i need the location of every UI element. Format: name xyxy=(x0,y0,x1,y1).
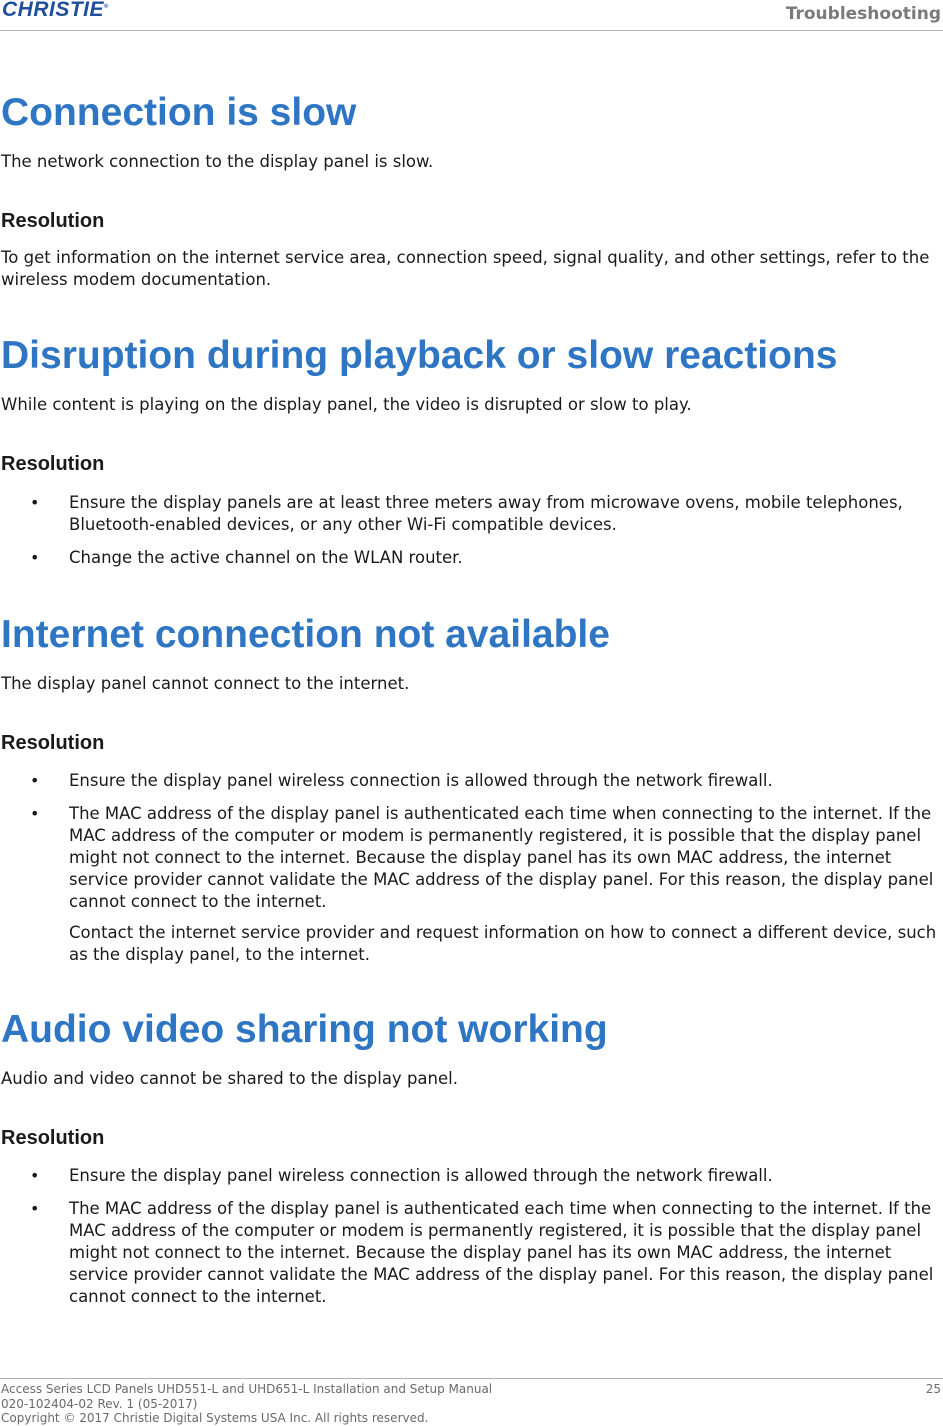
bullet-icon: • xyxy=(30,1199,40,1218)
list-item: • Ensure the display panels are at least three meters away from microwave ovens, mobile telephones, Bluetooth-enabled devices, or any other Wi-Fi compatible devices. xyxy=(30,493,903,534)
heading-internet-unavailable: Internet connection not available xyxy=(1,613,610,656)
resolution-list-disruption xyxy=(0,492,940,580)
resolution-heading: Resolution xyxy=(1,210,105,232)
bullet-icon: • xyxy=(30,493,40,512)
heading-audio-video-sharing: Audio video sharing not working xyxy=(1,1008,608,1051)
bullet-icon: • xyxy=(30,771,40,790)
christie-logo: CHRISTIE® xyxy=(2,0,109,21)
bullet-followup-text: Contact the internet service provider and request information on how to connect a different device, such as the display panel, to the internet. xyxy=(69,923,937,964)
resolution-heading: Resolution xyxy=(1,1127,105,1149)
resolution-heading: Resolution xyxy=(1,732,105,754)
list-item: • The MAC address of the display panel is authenticated each time when connecting to the internet. If the MAC address of the computer or modem is permanently registered, it is possible that the display panel might not connect to the internet. Because the display panel has its own MAC address, the internet service provider cannot validate the MAC address of the display panel. For this reason, the display panel cannot connect to the internet. xyxy=(30,1199,934,1306)
resolution-list-audio-video xyxy=(0,1165,940,1319)
section-label: Troubleshooting xyxy=(785,4,941,24)
resolution-text-connection-slow: To get information on the internet service area, connection speed, signal quality, and other settings, refer to the wireless modem documentation. xyxy=(1,248,930,289)
heading-connection-slow: Connection is slow xyxy=(1,91,357,134)
list-item: • Change the active channel on the WLAN router. xyxy=(30,548,463,567)
footer-divider xyxy=(0,1378,943,1379)
footer-revision: 020-102404-02 Rev. 1 (05-2017) xyxy=(1,1396,198,1411)
list-item: • Ensure the display panel wireless connection is allowed through the network firewall. xyxy=(30,771,773,790)
description-connection-slow: The network connection to the display panel is slow. xyxy=(1,152,434,171)
footer-copyright: Copyright © 2017 Christie Digital Systems USA Inc. All rights reserved. xyxy=(1,1411,429,1425)
resolution-heading: Resolution xyxy=(1,453,105,475)
footer-manual-title: Access Series LCD Panels UHD551-L and UHD651-L Installation and Setup Manual xyxy=(1,1382,493,1396)
bullet-icon: • xyxy=(30,804,40,823)
page-number: 25 xyxy=(925,1382,941,1396)
description-audio-video-sharing: Audio and video cannot be shared to the display panel. xyxy=(1,1069,458,1088)
heading-disruption-playback: Disruption during playback or slow reactions xyxy=(1,334,838,377)
description-disruption-playback: While content is playing on the display panel, the video is disrupted or slow to play. xyxy=(1,395,692,414)
header-divider xyxy=(0,30,943,31)
list-item: • The MAC address of the display panel is authenticated each time when connecting to the internet. If the MAC address of the computer or modem is permanently registered, it is possible that the display panel might not connect to the internet. Because the display panel has its own MAC address, the internet service provider cannot validate the MAC address of the display panel. For this reason, the display panel cannot connect to the internet. Contact the internet service provider and request information on how to connect a different device, such as the display panel, to the internet. xyxy=(0,803,940,966)
resolution-list-internet xyxy=(0,770,940,977)
page-footer xyxy=(1,1382,492,1426)
bullet-icon: • xyxy=(30,548,40,567)
list-item: • Ensure the display panel wireless connection is allowed through the network firewall. xyxy=(30,1166,773,1185)
page-header xyxy=(0,0,943,32)
description-internet-unavailable: The display panel cannot connect to the internet. xyxy=(1,674,410,693)
bullet-icon: • xyxy=(30,1166,40,1185)
